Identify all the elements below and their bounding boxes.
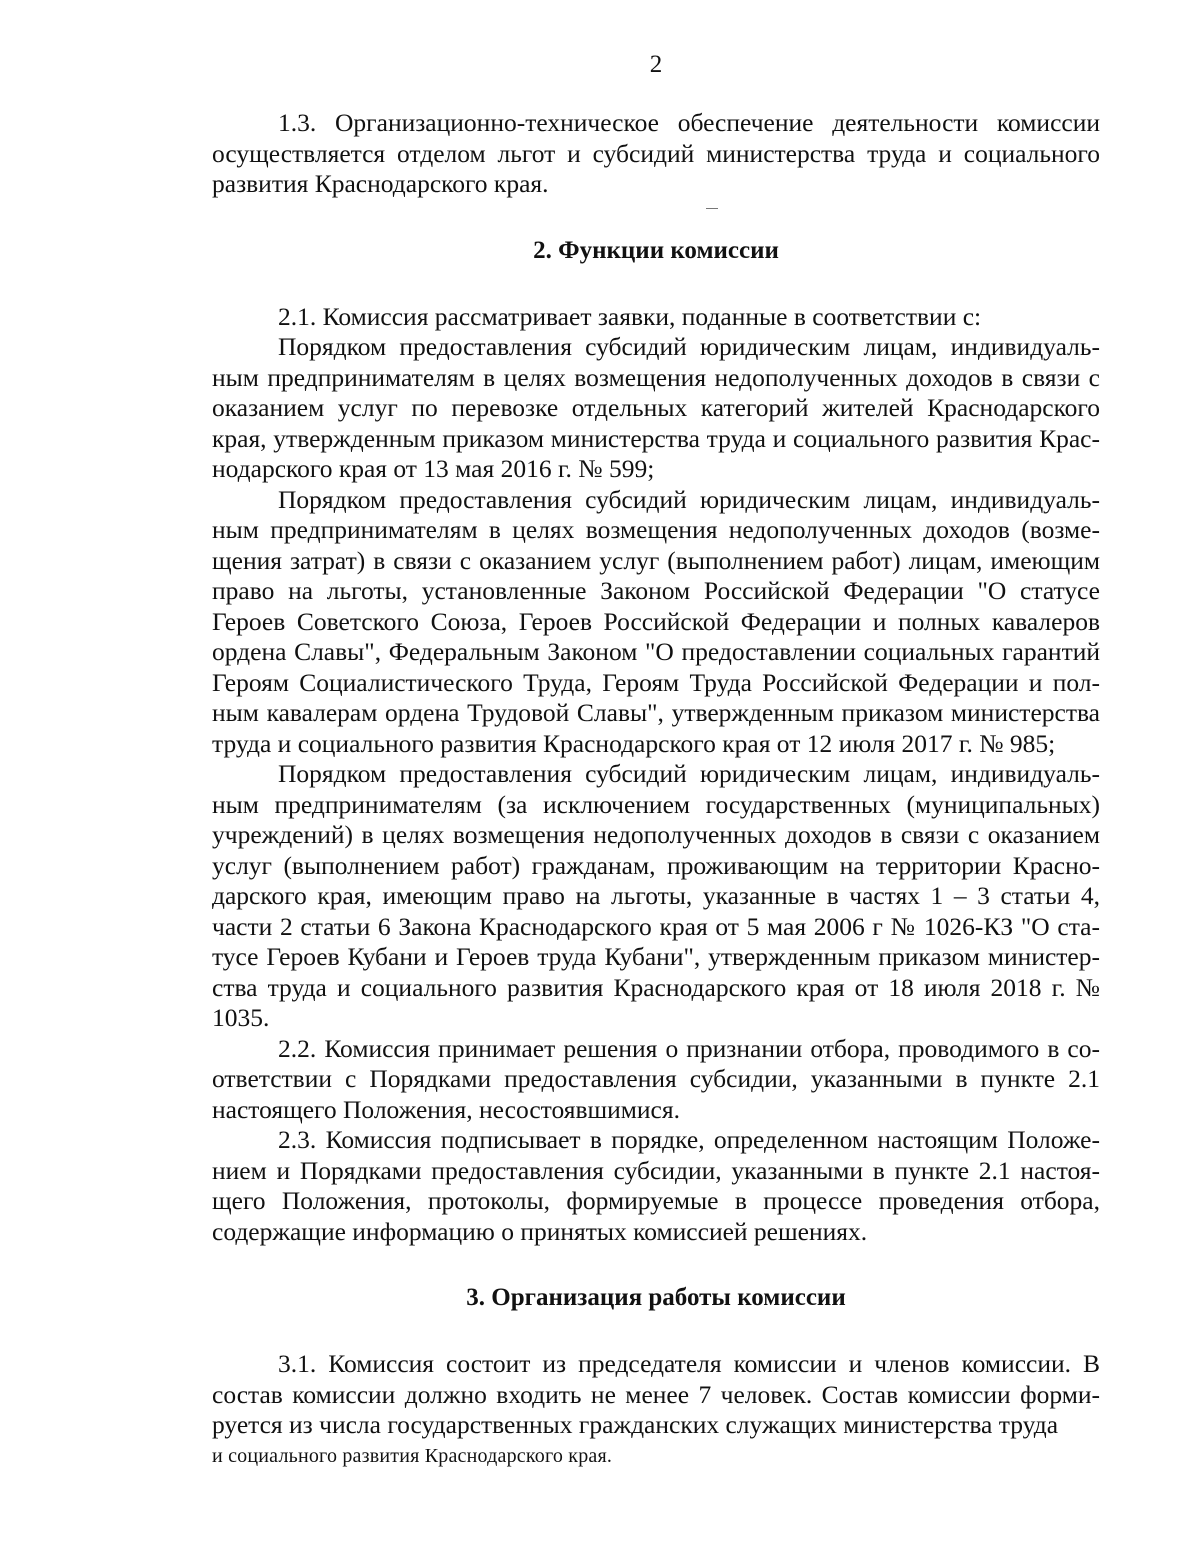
paragraph-2-1: 2.1. Комиссия рассматривает заявки, поданные в соответствии с: [278,301,982,331]
paragraph-2-3: 2.3. Комиссия подписывает в порядке, определенном настоящим Положением и Порядками предоставления субсидии, указанными в пункте 2.1 настоящего Положения, протоколы, формируемые в процессе проведения отбора, содержащие информацию о принятых комиссией решениях. [212,1125,1100,1246]
paragraph-2-2: 2.2. Комиссия принимает решения о признании отбора, проводимого в соответствии с Порядками предоставления субсидии, указанными в пункте 2.1 настоящего Положения, несостоявшимися. [212,1033,1100,1124]
paragraph-order-985: Порядком предоставления субсидий юридическим лицам, индивидуальным предпринимателям в целях возмещения недополученных доходов (возмещения затрат) в связи с оказанием услуг (выполнением работ) лицам, имеющим право на льготы, установленные Законом Российской Федерации "О статусе Героев Советского Союза, Героев Российской Федерации и полных кавалеров ордена Славы", Федеральным Законом "О предоставлении социальных гарантий Героям Социалистического Труда, Героям Труда Российской Федерации и полным кавалерам ордена Трудовой Славы", утвержденным приказом министерства труда и социального развития Краснодарского края от 12 июля 2017 г. № 985; [212,484,1100,758]
paragraph-order-1035: Порядком предоставления субсидий юридическим лицам, индивидуальным предпринимателям (за исключением государственных (муниципальных) учреждений) в целях возмещения недополученных доходов в связи с оказанием услуг (выполнением работ) гражданам, проживающим на территории Краснодарского края, имеющим право на льготы, указанные в частях 1 – 3 статьи 4, части 2 статьи 6 Закона Краснодарского края от 5 мая 2006 г № 1026-КЗ "О статусе Героев Кубани и Героев труда Кубани", утвержденным приказом министерства труда и социального развития Краснодарского края от 18 июля 2018 г. № 1035. [212,759,1100,1032]
paragraph-1-3: 1.3. Организационно-техническое обеспечение деятельности комиссии осуществляется отделом льгот и субсидий министерства труда и социального развития Краснодарского края. [212,108,1100,198]
page-number: 2 [649,51,663,78]
paragraph-order-599: Порядком предоставления субсидий юридическим лицам, индивидуальным предпринимателям в целях возмещения недополученных доходов в связи с оказанием услуг по перевозке отдельных категорий жителей Краснодарского края, утвержденным приказом министерства труда и социального развития Краснодарского края от 13 мая 2016 г. № 599; [212,332,1100,483]
section-2-heading: 2. Функции комиссии [533,236,779,264]
paragraph-3-1-tail: и социального развития Краснодарского края. [212,1444,613,1467]
paragraph-3-1: 3.1. Комиссия состоит из председателя комиссии и членов комиссии. В состав комиссии должно входить не менее 7 человек. Состав комиссии формируется из числа государственных гражданских служащих министерства труда [212,1349,1100,1439]
section-3-heading: 3. Организация работы комиссии [466,1284,846,1311]
document-body [212,108,1100,1471]
